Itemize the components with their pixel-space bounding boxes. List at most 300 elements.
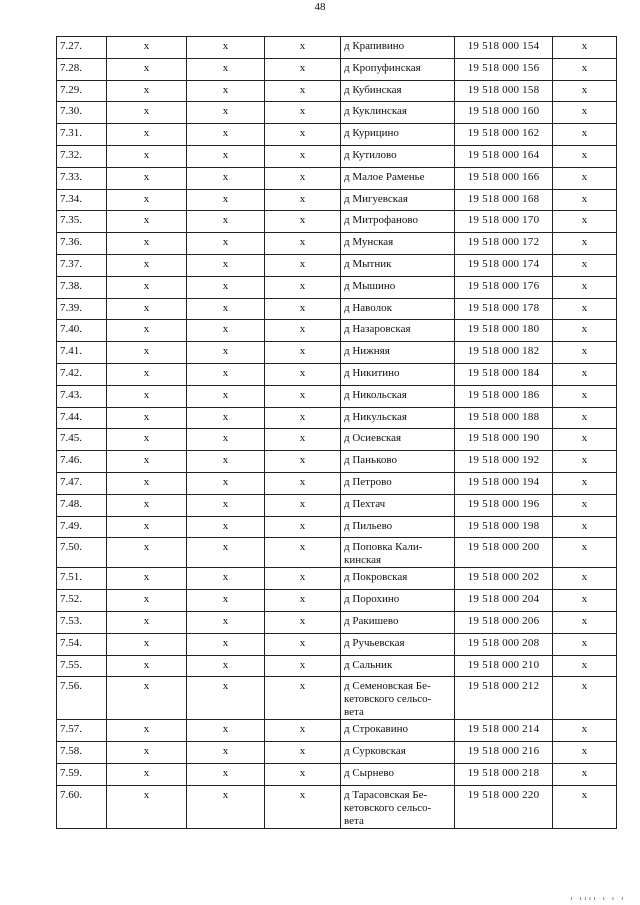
- placeholder-cell: [107, 720, 187, 742]
- settlement-name-cell-text: д Сурковская: [344, 745, 406, 758]
- settlement-name-cell-text: д Кубинская: [344, 83, 402, 96]
- oktmo-code-cell: [455, 742, 553, 764]
- placeholder-cell-text: x: [222, 366, 229, 379]
- placeholder-cell-text: x: [143, 345, 150, 358]
- placeholder-cell-text: x: [222, 170, 229, 183]
- table-row: [57, 677, 617, 720]
- row-number-cell-text: 7.46.: [60, 454, 82, 467]
- row-number-cell-text: 7.39.: [60, 301, 82, 314]
- settlement-name-cell-text: д Ракишево: [344, 614, 399, 627]
- placeholder-cell-text: x: [581, 410, 588, 423]
- placeholder-cell: [187, 298, 265, 320]
- settlements-table: [56, 36, 617, 829]
- placeholder-cell: [553, 276, 617, 298]
- row-number-cell-text: 7.51.: [60, 571, 82, 584]
- row-number-cell: [57, 407, 107, 429]
- placeholder-cell: [187, 167, 265, 189]
- oktmo-code-cell: [455, 167, 553, 189]
- placeholder-cell-text: x: [222, 497, 229, 510]
- oktmo-code-cell: [455, 342, 553, 364]
- placeholder-cell-text: x: [222, 301, 229, 314]
- placeholder-cell-text: x: [222, 680, 229, 693]
- placeholder-cell: [553, 677, 617, 720]
- row-number-cell: [57, 58, 107, 80]
- settlement-name-cell-text: д Малое Раменье: [344, 170, 425, 183]
- row-number-cell: [57, 385, 107, 407]
- settlement-name-cell: [341, 58, 455, 80]
- placeholder-cell-text: x: [143, 192, 150, 205]
- oktmo-code-cell: [455, 145, 553, 167]
- settlement-name-cell: [341, 385, 455, 407]
- placeholder-cell-text: x: [143, 519, 150, 532]
- placeholder-cell: [107, 429, 187, 451]
- table-row: [57, 451, 617, 473]
- placeholder-cell-text: x: [581, 301, 588, 314]
- placeholder-cell-text: x: [581, 214, 588, 227]
- placeholder-cell-text: x: [581, 279, 588, 292]
- placeholder-cell: [187, 763, 265, 785]
- table-row: [57, 763, 617, 785]
- table-row: [57, 611, 617, 633]
- settlement-name-cell-text: д Порохино: [344, 593, 400, 606]
- placeholder-cell-text: x: [581, 105, 588, 118]
- oktmo-code-cell: [455, 451, 553, 473]
- placeholder-cell-text: x: [581, 541, 588, 554]
- placeholder-cell-text: x: [143, 571, 150, 584]
- placeholder-cell-text: x: [299, 148, 306, 161]
- oktmo-code-cell-text: 19 518 000 172: [467, 236, 540, 249]
- row-number-cell: [57, 363, 107, 385]
- placeholder-cell: [553, 720, 617, 742]
- row-number-cell-text: 7.53.: [60, 614, 82, 627]
- table-row: [57, 342, 617, 364]
- settlement-name-cell-text: д Кутилово: [344, 148, 397, 161]
- placeholder-cell-text: x: [222, 766, 229, 779]
- placeholder-cell-text: x: [222, 541, 229, 554]
- placeholder-cell: [107, 189, 187, 211]
- row-number-cell-text: 7.60.: [60, 788, 82, 801]
- oktmo-code-cell-text: 19 518 000 164: [467, 148, 540, 161]
- placeholder-cell: [187, 80, 265, 102]
- oktmo-code-cell-text: 19 518 000 204: [467, 593, 540, 606]
- placeholder-cell: [553, 37, 617, 59]
- table-row: [57, 785, 617, 828]
- oktmo-code-cell-text: 19 518 000 206: [467, 614, 540, 627]
- placeholder-cell: [265, 655, 341, 677]
- placeholder-cell: [553, 320, 617, 342]
- oktmo-code-cell: [455, 655, 553, 677]
- placeholder-cell: [553, 58, 617, 80]
- placeholder-cell: [553, 538, 617, 568]
- placeholder-cell-text: x: [299, 680, 306, 693]
- placeholder-cell-text: x: [581, 519, 588, 532]
- oktmo-code-cell: [455, 429, 553, 451]
- placeholder-cell-text: x: [143, 497, 150, 510]
- oktmo-code-cell: [455, 494, 553, 516]
- settlement-name-cell-text: д Мигуевская: [344, 192, 408, 205]
- row-number-cell-text: 7.42.: [60, 366, 82, 379]
- placeholder-cell-text: x: [299, 636, 306, 649]
- placeholder-cell: [265, 429, 341, 451]
- oktmo-code-cell-text: 19 518 000 194: [467, 475, 540, 488]
- table-row: [57, 363, 617, 385]
- settlement-name-cell: [341, 124, 455, 146]
- settlement-name-cell: [341, 407, 455, 429]
- oktmo-code-cell-text: 19 518 000 182: [467, 345, 540, 358]
- placeholder-cell-text: x: [581, 388, 588, 401]
- placeholder-cell-text: x: [299, 766, 306, 779]
- table-row: [57, 633, 617, 655]
- placeholder-cell-text: x: [581, 475, 588, 488]
- table-row: [57, 568, 617, 590]
- placeholder-cell: [553, 298, 617, 320]
- oktmo-code-cell-text: 19 518 000 160: [467, 105, 540, 118]
- placeholder-cell: [107, 763, 187, 785]
- row-number-cell: [57, 494, 107, 516]
- oktmo-code-cell-text: 19 518 000 218: [467, 766, 540, 779]
- settlement-name-cell-text: д Кропуфинская: [344, 61, 421, 74]
- placeholder-cell: [553, 494, 617, 516]
- oktmo-code-cell: [455, 538, 553, 568]
- placeholder-cell-text: x: [143, 323, 150, 336]
- placeholder-cell-text: x: [143, 83, 150, 96]
- settlement-name-cell-text: д Ручьевская: [344, 636, 405, 649]
- placeholder-cell-text: x: [222, 745, 229, 758]
- oktmo-code-cell: [455, 633, 553, 655]
- placeholder-cell-text: x: [143, 257, 150, 270]
- settlement-name-cell: [341, 763, 455, 785]
- row-number-cell: [57, 145, 107, 167]
- row-number-cell-text: 7.59.: [60, 766, 82, 779]
- placeholder-cell-text: x: [299, 279, 306, 292]
- row-number-cell: [57, 720, 107, 742]
- row-number-cell-text: 7.30.: [60, 105, 82, 118]
- oktmo-code-cell-text: 19 518 000 198: [467, 519, 540, 532]
- row-number-cell-text: 7.52.: [60, 593, 82, 606]
- placeholder-cell: [553, 742, 617, 764]
- row-number-cell: [57, 590, 107, 612]
- placeholder-cell-text: x: [222, 454, 229, 467]
- settlement-name-cell: [341, 655, 455, 677]
- placeholder-cell-text: x: [581, 745, 588, 758]
- placeholder-cell: [553, 407, 617, 429]
- placeholder-cell-text: x: [222, 519, 229, 532]
- row-number-cell-text: 7.47.: [60, 475, 82, 488]
- placeholder-cell-text: x: [222, 571, 229, 584]
- placeholder-cell-text: x: [143, 170, 150, 183]
- placeholder-cell: [107, 516, 187, 538]
- placeholder-cell-text: x: [581, 636, 588, 649]
- row-number-cell-text: 7.49.: [60, 519, 82, 532]
- oktmo-code-cell: [455, 254, 553, 276]
- placeholder-cell: [107, 538, 187, 568]
- settlement-name-cell: [341, 494, 455, 516]
- row-number-cell-text: 7.31.: [60, 127, 82, 140]
- row-number-cell-text: 7.35.: [60, 214, 82, 227]
- placeholder-cell-text: x: [299, 192, 306, 205]
- row-number-cell-text: 7.41.: [60, 345, 82, 358]
- placeholder-cell: [107, 211, 187, 233]
- placeholder-cell: [107, 167, 187, 189]
- oktmo-code-cell: [455, 785, 553, 828]
- placeholder-cell-text: x: [581, 680, 588, 693]
- settlement-name-cell: [341, 298, 455, 320]
- placeholder-cell-text: x: [299, 658, 306, 671]
- placeholder-cell: [553, 633, 617, 655]
- placeholder-cell: [107, 633, 187, 655]
- settlement-name-cell: [341, 429, 455, 451]
- placeholder-cell-text: x: [581, 593, 588, 606]
- oktmo-code-cell-text: 19 518 000 158: [467, 83, 540, 96]
- placeholder-cell-text: x: [581, 192, 588, 205]
- row-number-cell-text: 7.48.: [60, 497, 82, 510]
- settlement-name-cell: [341, 785, 455, 828]
- placeholder-cell: [265, 342, 341, 364]
- placeholder-cell-text: x: [581, 432, 588, 445]
- row-number-cell: [57, 124, 107, 146]
- row-number-cell-text: 7.27.: [60, 40, 82, 52]
- placeholder-cell: [265, 611, 341, 633]
- row-number-cell-text: 7.28.: [60, 61, 82, 74]
- placeholder-cell: [265, 37, 341, 59]
- placeholder-cell: [265, 590, 341, 612]
- oktmo-code-cell-text: 19 518 000 192: [467, 454, 540, 467]
- placeholder-cell: [107, 124, 187, 146]
- row-number-cell-text: 7.54.: [60, 636, 82, 649]
- row-number-cell-text: 7.37.: [60, 257, 82, 270]
- settlement-name-cell-text: д Нижняя: [344, 345, 390, 358]
- settlement-name-cell-text: д Поповка Кали- кинская: [344, 541, 423, 567]
- placeholder-cell-text: x: [222, 214, 229, 227]
- placeholder-cell: [187, 211, 265, 233]
- row-number-cell-text: 7.34.: [60, 192, 82, 205]
- oktmo-code-cell-text: 19 518 000 210: [467, 658, 540, 671]
- placeholder-cell-text: x: [222, 279, 229, 292]
- settlement-name-cell: [341, 276, 455, 298]
- oktmo-code-cell: [455, 590, 553, 612]
- oktmo-code-cell-text: 19 518 000 166: [467, 170, 540, 183]
- placeholder-cell: [187, 655, 265, 677]
- row-number-cell: [57, 342, 107, 364]
- table-row: [57, 80, 617, 102]
- settlement-name-cell-text: д Курицино: [344, 127, 399, 140]
- settlement-name-cell-text: д Осиевская: [344, 432, 402, 445]
- settlement-name-cell-text: д Митрофаново: [344, 214, 418, 227]
- settlement-name-cell-text: д Мытник: [344, 257, 392, 270]
- placeholder-cell-text: x: [581, 61, 588, 74]
- row-number-cell-text: 7.50.: [60, 541, 82, 554]
- placeholder-cell-text: x: [299, 541, 306, 554]
- placeholder-cell: [553, 451, 617, 473]
- placeholder-cell-text: x: [222, 788, 229, 801]
- placeholder-cell: [265, 677, 341, 720]
- placeholder-cell: [553, 363, 617, 385]
- placeholder-cell: [187, 320, 265, 342]
- placeholder-cell-text: x: [143, 279, 150, 292]
- settlement-name-cell-text: д Пехтач: [344, 497, 386, 510]
- placeholder-cell-text: x: [222, 192, 229, 205]
- oktmo-code-cell-text: 19 518 000 214: [467, 723, 540, 736]
- oktmo-code-cell-text: 19 518 000 188: [467, 410, 540, 423]
- row-number-cell-text: 7.58.: [60, 745, 82, 758]
- table-row: [57, 189, 617, 211]
- placeholder-cell: [107, 254, 187, 276]
- placeholder-cell: [187, 145, 265, 167]
- scan-marks: ı ıııı ı ı ı: [570, 896, 626, 902]
- table-body: [57, 37, 617, 829]
- placeholder-cell-text: x: [581, 323, 588, 336]
- placeholder-cell-text: x: [299, 301, 306, 314]
- placeholder-cell-text: x: [143, 410, 150, 423]
- table-row: [57, 494, 617, 516]
- placeholder-cell: [553, 211, 617, 233]
- placeholder-cell-text: x: [299, 723, 306, 736]
- oktmo-code-cell: [455, 363, 553, 385]
- placeholder-cell-text: x: [299, 410, 306, 423]
- settlement-name-cell: [341, 720, 455, 742]
- row-number-cell-text: 7.57.: [60, 723, 82, 736]
- placeholder-cell-text: x: [143, 723, 150, 736]
- settlement-name-cell-text: д Пильево: [344, 519, 393, 532]
- placeholder-cell-text: x: [143, 148, 150, 161]
- table-row: [57, 472, 617, 494]
- oktmo-code-cell-text: 19 518 000 190: [467, 432, 540, 445]
- placeholder-cell-text: x: [299, 323, 306, 336]
- oktmo-code-cell-text: 19 518 000 184: [467, 366, 540, 379]
- placeholder-cell: [107, 145, 187, 167]
- placeholder-cell: [265, 763, 341, 785]
- oktmo-code-cell: [455, 677, 553, 720]
- placeholder-cell: [107, 276, 187, 298]
- placeholder-cell-text: x: [222, 345, 229, 358]
- placeholder-cell: [553, 145, 617, 167]
- placeholder-cell: [553, 189, 617, 211]
- row-number-cell: [57, 677, 107, 720]
- placeholder-cell-text: x: [143, 766, 150, 779]
- row-number-cell: [57, 516, 107, 538]
- placeholder-cell-text: x: [222, 236, 229, 249]
- placeholder-cell: [265, 538, 341, 568]
- table-row: [57, 429, 617, 451]
- row-number-cell: [57, 102, 107, 124]
- row-number-cell: [57, 37, 107, 59]
- placeholder-cell-text: x: [581, 345, 588, 358]
- oktmo-code-cell-text: 19 518 000 216: [467, 745, 540, 758]
- placeholder-cell: [265, 320, 341, 342]
- settlement-name-cell-text: д Строкавино: [344, 723, 409, 736]
- row-number-cell: [57, 742, 107, 764]
- placeholder-cell-text: x: [299, 345, 306, 358]
- settlement-name-cell: [341, 590, 455, 612]
- placeholder-cell-text: x: [143, 388, 150, 401]
- row-number-cell: [57, 763, 107, 785]
- placeholder-cell-text: x: [581, 148, 588, 161]
- placeholder-cell: [265, 633, 341, 655]
- placeholder-cell-text: x: [222, 127, 229, 140]
- row-number-cell: [57, 633, 107, 655]
- placeholder-cell-text: x: [299, 497, 306, 510]
- placeholder-cell-text: x: [299, 105, 306, 118]
- row-number-cell: [57, 451, 107, 473]
- placeholder-cell: [553, 124, 617, 146]
- placeholder-cell-text: x: [581, 723, 588, 736]
- settlement-name-cell: [341, 167, 455, 189]
- placeholder-cell-text: x: [222, 83, 229, 96]
- oktmo-code-cell: [455, 568, 553, 590]
- placeholder-cell: [107, 785, 187, 828]
- placeholder-cell-text: x: [581, 236, 588, 249]
- row-number-cell: [57, 276, 107, 298]
- placeholder-cell: [107, 677, 187, 720]
- placeholder-cell-text: x: [143, 454, 150, 467]
- settlement-name-cell-text: д Крапивино: [344, 40, 405, 52]
- placeholder-cell-text: x: [581, 766, 588, 779]
- row-number-cell: [57, 320, 107, 342]
- settlement-name-cell: [341, 677, 455, 720]
- placeholder-cell: [187, 102, 265, 124]
- settlement-name-cell: [341, 80, 455, 102]
- placeholder-cell-text: x: [143, 593, 150, 606]
- settlement-name-cell: [341, 211, 455, 233]
- placeholder-cell: [187, 124, 265, 146]
- oktmo-code-cell: [455, 385, 553, 407]
- placeholder-cell-text: x: [299, 236, 306, 249]
- placeholder-cell-text: x: [581, 658, 588, 671]
- placeholder-cell: [187, 385, 265, 407]
- table-row: [57, 102, 617, 124]
- row-number-cell: [57, 538, 107, 568]
- placeholder-cell: [107, 320, 187, 342]
- placeholder-cell-text: x: [299, 388, 306, 401]
- placeholder-cell: [107, 611, 187, 633]
- table-row: [57, 276, 617, 298]
- placeholder-cell: [187, 677, 265, 720]
- placeholder-cell: [107, 568, 187, 590]
- placeholder-cell-text: x: [581, 257, 588, 270]
- placeholder-cell-text: x: [222, 323, 229, 336]
- table-row: [57, 37, 617, 59]
- placeholder-cell: [553, 429, 617, 451]
- placeholder-cell: [265, 233, 341, 255]
- table-row: [57, 58, 617, 80]
- placeholder-cell: [187, 633, 265, 655]
- placeholder-cell-text: x: [299, 61, 306, 74]
- placeholder-cell-text: x: [222, 148, 229, 161]
- placeholder-cell-text: x: [222, 61, 229, 74]
- oktmo-code-cell: [455, 37, 553, 59]
- placeholder-cell: [553, 611, 617, 633]
- placeholder-cell: [265, 472, 341, 494]
- oktmo-code-cell-text: 19 518 000 178: [467, 301, 540, 314]
- placeholder-cell: [265, 58, 341, 80]
- settlement-name-cell-text: д Сырнево: [344, 766, 394, 779]
- placeholder-cell-text: x: [222, 475, 229, 488]
- oktmo-code-cell: [455, 211, 553, 233]
- placeholder-cell: [265, 211, 341, 233]
- placeholder-cell: [553, 167, 617, 189]
- placeholder-cell-text: x: [143, 61, 150, 74]
- placeholder-cell-text: x: [299, 40, 306, 52]
- placeholder-cell: [265, 167, 341, 189]
- table-row: [57, 720, 617, 742]
- placeholder-cell-text: x: [222, 614, 229, 627]
- placeholder-cell: [107, 385, 187, 407]
- placeholder-cell: [107, 58, 187, 80]
- placeholder-cell-text: x: [143, 366, 150, 379]
- placeholder-cell-text: x: [299, 454, 306, 467]
- oktmo-code-cell-text: 19 518 000 200: [467, 541, 540, 554]
- placeholder-cell: [553, 385, 617, 407]
